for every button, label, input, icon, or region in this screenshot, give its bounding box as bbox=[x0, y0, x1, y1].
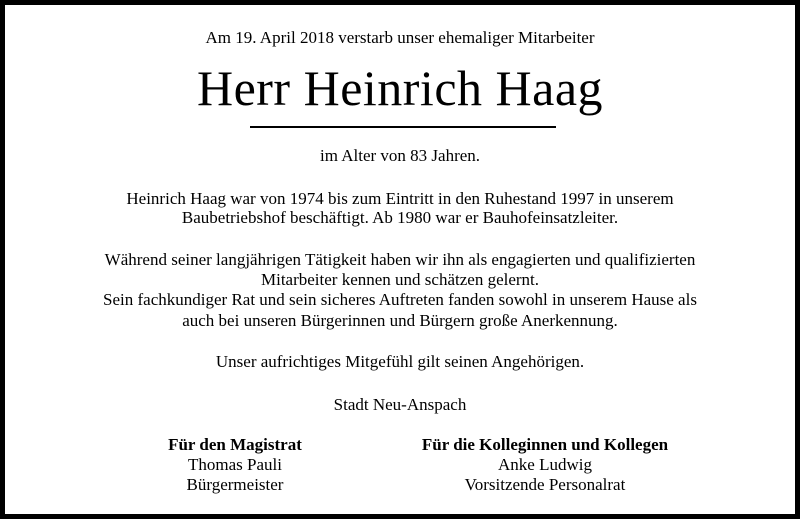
signature-name: Anke Ludwig bbox=[498, 455, 592, 474]
age-line: im Alter von 83 Jahren. bbox=[319, 146, 481, 165]
condolence-line: Unser aufrichtiges Mitgefühl gilt seinen Angehörigen. bbox=[215, 352, 585, 371]
paragraph-2-line-2: Mitarbeiter kennen und schätzen gelernt. bbox=[260, 270, 540, 289]
signature-block-colleagues bbox=[405, 435, 685, 495]
paragraph-2-line-4: auch bei unseren Bürgerinnen und Bürgern große Anerkennung. bbox=[182, 311, 618, 330]
signature-block-magistrat bbox=[135, 435, 335, 495]
divider-rule bbox=[250, 126, 556, 128]
signature-name: Thomas Pauli bbox=[188, 455, 282, 474]
notice-headline: Am 19. April 2018 verstarb unser ehemaliger Mitarbeiter bbox=[205, 28, 595, 47]
signature-role: Für den Magistrat bbox=[168, 435, 302, 454]
signature-title: Bürgermeister bbox=[186, 475, 284, 494]
paragraph-2-line-3: Sein fachkundiger Rat und sein sicheres Auftreten fanden sowohl in unserem Hause als bbox=[103, 290, 697, 309]
paragraph-1-line-1: Heinrich Haag war von 1974 bis zum Eintritt in den Ruhestand 1997 in unserem bbox=[126, 189, 674, 208]
city-name: Stadt Neu-Anspach bbox=[333, 395, 467, 414]
signature-title: Vorsitzende Personalrat bbox=[464, 475, 626, 494]
deceased-name: Herr Heinrich Haag bbox=[196, 60, 604, 116]
signature-role: Für die Kolleginnen und Kollegen bbox=[421, 435, 669, 454]
paragraph-1-line-2: Baubetriebshof beschäftigt. Ab 1980 war er Bauhofeinsatzleiter. bbox=[181, 208, 619, 227]
paragraph-2-line-1: Während seiner langjährigen Tätigkeit haben wir ihn als engagierten und qualifizierten bbox=[104, 250, 696, 269]
